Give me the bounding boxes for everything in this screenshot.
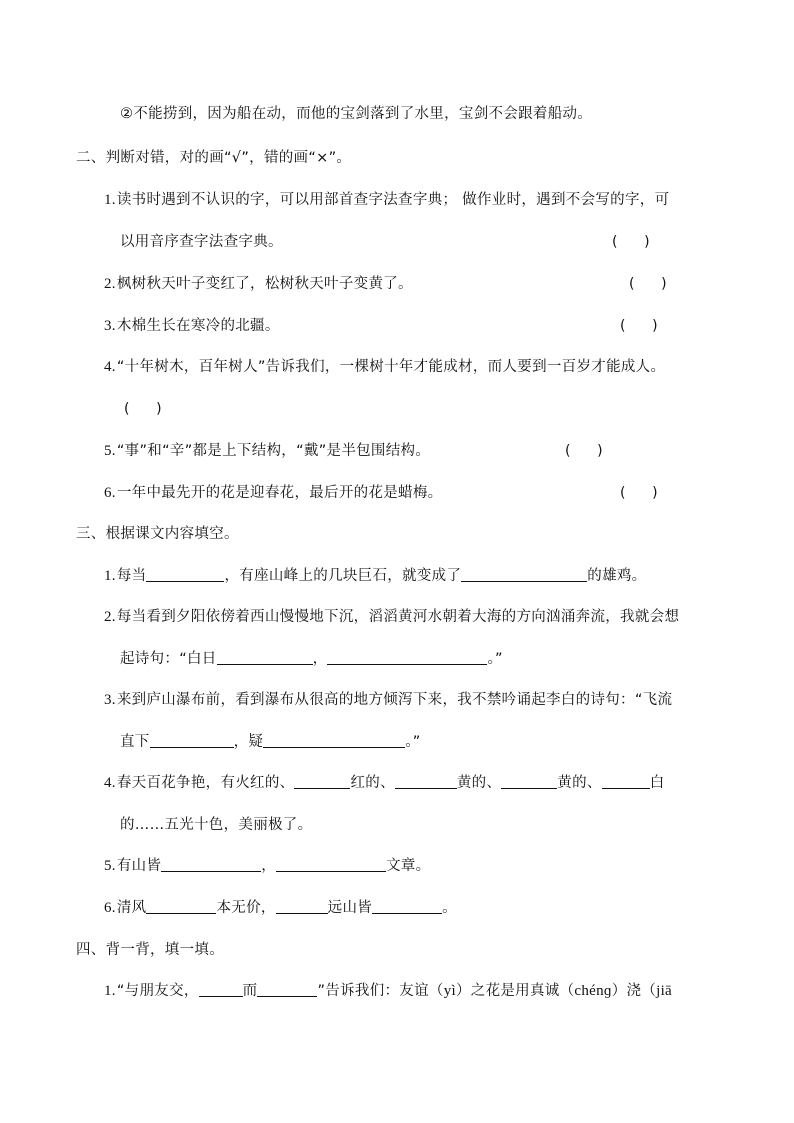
answer-paren[interactable]: ( ) <box>620 318 658 334</box>
fill-blank[interactable] <box>395 774 457 789</box>
question-text: 的雄鸡。 <box>587 568 647 584</box>
fill-blank[interactable] <box>150 733 234 748</box>
question-text: 起诗句：“白日 <box>120 651 217 667</box>
s2-q3 <box>104 316 280 336</box>
pinyin: chénɡ <box>574 983 612 999</box>
question-text: 。” <box>405 734 421 750</box>
question-text: 有山皆 <box>116 858 162 874</box>
pinyin: jiā <box>656 983 673 999</box>
s3-q3-line1 <box>104 690 672 710</box>
question-text: ）之花是用真诚（ <box>455 983 575 999</box>
question-text: 读书时遇到不认识的字，可以用部首查字法查字典； 做作业时，遇到不会写的字，可 <box>116 192 670 208</box>
fill-blank[interactable] <box>199 982 243 997</box>
answer-paren[interactable]: ( ) <box>124 401 162 417</box>
answer-paren[interactable]: ( ) <box>612 234 650 250</box>
question-number: 4. <box>104 359 116 375</box>
question-text: 而 <box>242 983 258 999</box>
s3-q2-line1 <box>104 607 679 627</box>
s3-q3-line2 <box>120 732 421 752</box>
answer-paren[interactable]: ( ) <box>565 443 603 459</box>
s2-q1-line1 <box>104 190 669 210</box>
question-text: 。” <box>487 651 503 667</box>
question-text: 文章。 <box>386 858 431 874</box>
fill-blank[interactable] <box>217 650 313 665</box>
question-text: “事”和“辛”都是上下结构，“戴”是半包围结构。 <box>116 443 431 459</box>
question-number: 2. <box>104 609 116 625</box>
question-text: 来到庐山瀑布前，看到瀑布从很高的地方倾泻下来，我不禁吟诵起李白的诗句：“飞流 <box>116 692 673 708</box>
fill-blank[interactable] <box>257 982 317 997</box>
s3-q5 <box>104 856 430 876</box>
section-3-heading: 三、根据课文内容填空。 <box>76 526 239 542</box>
question-text: 直下 <box>120 734 150 750</box>
question-text: ， <box>261 858 277 874</box>
question-text: ， <box>312 651 328 667</box>
question-text: 清风 <box>116 900 147 916</box>
question-text: 远山皆 <box>327 900 373 916</box>
s2-q4 <box>104 357 665 377</box>
question-text: 一年中最先开的花是迎春花，最后开的花是蜡梅。 <box>116 485 443 501</box>
question-number: 3. <box>104 692 116 708</box>
fill-blank[interactable] <box>146 567 224 582</box>
question-text: ）浇（ <box>611 983 657 999</box>
question-text: 春天百花争艳，有火红的、 <box>116 775 295 791</box>
s3-q4-line2: 的……五光十色，美丽极了。 <box>120 817 313 833</box>
question-text: ，疑 <box>233 734 264 750</box>
question-number: 6. <box>104 485 116 501</box>
fill-blank[interactable] <box>372 899 442 914</box>
prev-answer: ②不能捞到，因为船在动，而他的宝剑落到了水里，宝剑不会跟着船动。 <box>120 106 593 122</box>
question-number: 5. <box>104 443 116 459</box>
fill-blank[interactable] <box>276 899 328 914</box>
fill-blank[interactable] <box>276 857 386 872</box>
question-number: 4. <box>104 775 116 791</box>
question-text: “与朋友交， <box>116 983 199 999</box>
fill-blank[interactable] <box>294 774 350 789</box>
fill-blank[interactable] <box>146 899 216 914</box>
fill-blank[interactable] <box>263 733 405 748</box>
s3-q6 <box>104 898 457 918</box>
question-number: 1. <box>104 983 116 999</box>
question-text: 白 <box>649 775 665 791</box>
fill-blank[interactable] <box>161 857 261 872</box>
section-4-heading: 四、背一背，填一填。 <box>76 942 224 958</box>
question-text: ”告诉我们：友谊（ <box>317 983 444 999</box>
question-text: 木棉生长在寒冷的北疆。 <box>116 318 280 334</box>
fill-blank[interactable] <box>501 774 557 789</box>
question-number: 3. <box>104 318 116 334</box>
question-text: 黄的、 <box>557 775 602 791</box>
question-number: 5. <box>104 858 116 874</box>
question-number: 1. <box>104 192 116 208</box>
answer-paren[interactable]: ( ) <box>620 485 658 501</box>
question-text: “十年树木，百年树人”告诉我们，一棵树十年才能成材，而人要到一百岁才能成人。 <box>116 359 666 375</box>
s2-q5 <box>104 441 430 461</box>
s3-q2-line2 <box>120 649 503 669</box>
question-text: 每当看到夕阳依傍着西山慢慢地下沉，滔滔黄河水朝着大海的方向汹涌奔流，我就会想 <box>116 609 680 625</box>
fill-blank[interactable] <box>602 774 650 789</box>
s4-q1 <box>104 981 672 1001</box>
question-text: 。 <box>442 900 457 916</box>
s2-q2 <box>104 274 413 294</box>
question-text: 黄的、 <box>456 775 502 791</box>
fill-blank[interactable] <box>327 650 487 665</box>
fill-blank[interactable] <box>461 567 587 582</box>
s2-q6 <box>104 483 442 503</box>
section-2-heading: 二、判断对错，对的画“√”，错的画“×”。 <box>76 150 352 166</box>
question-number: 1. <box>104 568 116 584</box>
question-text: 本无价， <box>216 900 276 916</box>
question-text: 每当 <box>116 568 147 584</box>
s3-q4-line1 <box>104 773 665 793</box>
question-text: 枫树秋天叶子变红了，松树秋天叶子变黄了。 <box>116 276 413 292</box>
s3-q1 <box>104 566 646 586</box>
question-number: 2. <box>104 276 116 292</box>
question-number: 6. <box>104 900 116 916</box>
pinyin: yì <box>443 983 456 999</box>
answer-paren[interactable]: ( ) <box>629 276 667 292</box>
question-text: 红的、 <box>350 775 395 791</box>
question-text: ，有座山峰上的几块巨石，就变成了 <box>224 568 462 584</box>
s2-q1-line2: 以用音序查字法查字典。 <box>120 234 283 250</box>
